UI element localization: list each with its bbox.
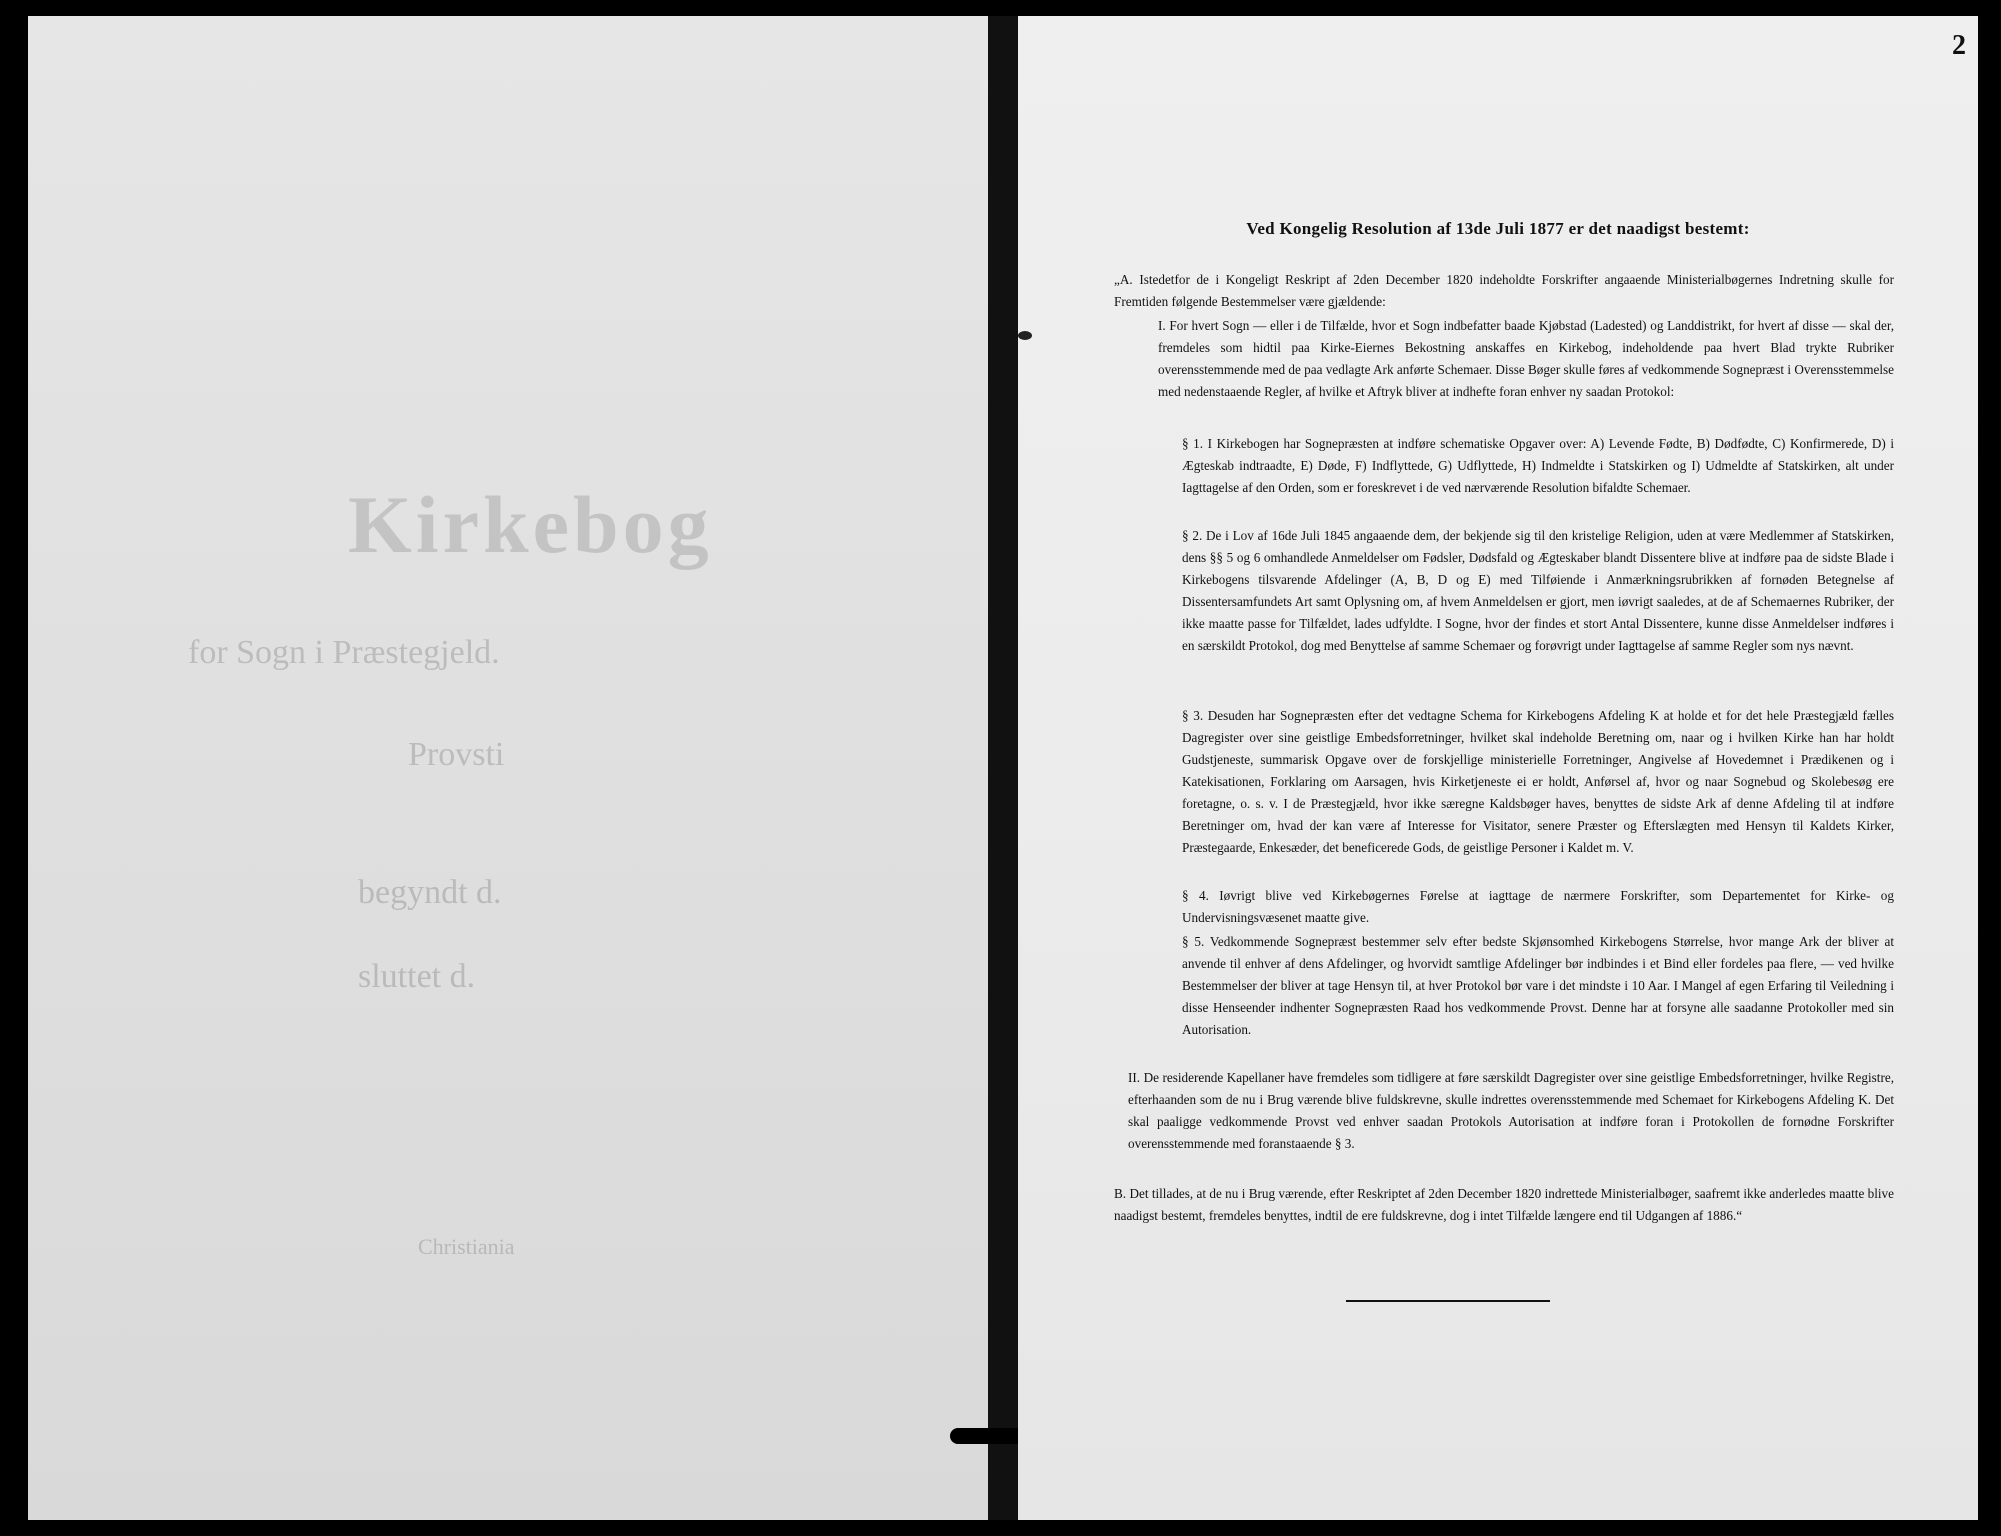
section-2 — [1182, 525, 1894, 657]
paragraph-text: De i Lov af 16de Juli 1845 angaaende dem, der bekjende sig til den kristelige Religion, uden at være Medlemmer af Statskirken, dens §§ 5 og 6 omhandlede Anmeldelser om Fødsler, Dødsfald og Ægteskaber blandt Dissentere blive at indføre paa de sidste Blade i Kirkebogens tilsvarende Afdelinger (A, B, D og E) med Tilføiende i Anmærkningsrubrikken af fornøden Betegnelse af Dissentersamfundets Art samt Oplysning om, af hvem Anmeldelsen er gjort, men iøvrigt saaledes, at de af Schemaernes Rubriker, der ikke maatte passe for Tilfældet, lades udfyldte. I Sogne, hvor der findes et stort Antal Dissentere, kunne disse Anmeldelser indføres i en særskildt Protokol, dog med Benyttelse af samme Schemaer og forøvrigt under Iagttagelse af samme Regler som nys nævnt. — [1182, 528, 1894, 653]
paragraph-label: „A. — [1114, 272, 1133, 287]
section-3 — [1182, 705, 1894, 859]
right-page — [1018, 16, 1978, 1520]
paragraph-label: § 2. — [1182, 528, 1203, 543]
left-page-printer-line: Christiania — [418, 1234, 515, 1259]
book-binding — [988, 16, 1018, 1520]
paragraph-text: Det tillades, at de nu i Brug værende, efter Reskriptet af 2den December 1820 indrettede Ministerialbøger, saafremt ikke anderledes maatte blive naadigst bestemt, fremdeles benyttes, indtil de ere fuldskrevne, dog i intet Tilfælde længere end til Udgangen af 1886.“ — [1114, 1186, 1895, 1223]
ink-blot — [1018, 331, 1032, 340]
paragraph-i — [1158, 315, 1894, 403]
page-number: 2 — [1952, 30, 1966, 61]
paragraph-text: Vedkommende Sognepræst bestemmer selv efter bedste Skjønsomhed Kirkebogens Størrelse, hvor mange Ark der bliver at anvende til enhver af dens Afdelinger, og hvorvidt samtlige Afdelinger bør indbindes i et Bind eller fordeles paa flere, — ved hvilke Bestemmelser der bliver at tage Hensyn til, at hver Protokol bør vare i det mindste i 10 Aar. I Mangel af egen Erfaring til Veiledning i disse Henseender indhenter Sognepræsten Raad hos vedkommende Provst. Denne har at forsyne alle saadanne Protokoller med sin Autorisation. — [1182, 934, 1894, 1037]
left-page-deanery-line: Provsti — [408, 736, 505, 773]
left-page-ended-line: sluttet d. — [358, 958, 476, 995]
section-4 — [1182, 885, 1894, 929]
left-page — [28, 16, 988, 1520]
left-page-parish-line: for Sogn i Præstegjeld. — [188, 634, 500, 671]
paragraph-text: For hvert Sogn — eller i de Tilfælde, hvor et Sogn indbefatter baade Kjøbstad (Ladested) og Landdistrikt, for hvert af disse — skal der, fremdeles som hidtil paa Kirke-Eiernes Bekostning anskaffes en Kirkebog, indeholdende paa hvert Blad trykte Rubriker overensstemmende med de paa vedlagte Ark anførte Schemaer. Disse Bøger skulle føres af vedkommende Sognepræst i Overensstemmelse med nedenstaaende Regler, af hvilke et Aftryk bliver at indhefte foran enhver ny saadan Protokol: — [1158, 318, 1895, 399]
section-1 — [1182, 433, 1894, 499]
paragraph-label: § 5. — [1182, 934, 1205, 949]
paragraph-a — [1114, 269, 1894, 313]
paragraph-text: Desuden har Sognepræsten efter det vedtagne Schema for Kirkebogens Afdeling K at holde et for det hele Præstegjæld fælles Dagregister over sine geistlige Embedsforretninger, hvilket skal indeholde Beretning om, naar og i hvilken Kirke han har holdt Gudstjeneste, summarisk Opgave over de forskjellige ministerielle Forretninger, Angivelse af Hovedemnet i Prædikenen og i Katekisationen, Forklaring om Aarsagen, hvis Kirketjeneste ei er holdt, Anførsel af, hvor og naar Sognebud og Skolebesøg ere foretagne, o. s. v. I de Præstegjæld, hvor ikke særegne Kaldsbøger haves, benyttes de sidste Ark af denne Afdeling til at indføre Beretninger om, hvad der kan være af Interesse for Visitator, senere Præster og Efterslægten med Hensyn til Kaldets Kirker, Præstegaarde, Enkesæder, det beneficerede Gods, de geistlige Personer i Kaldet m. V. — [1182, 708, 1894, 855]
paragraph-label: § 3. — [1182, 708, 1204, 723]
paragraph-label: § 1. — [1182, 436, 1204, 451]
paragraph-label: II. — [1128, 1070, 1141, 1085]
paragraph-ii — [1128, 1067, 1894, 1155]
document-heading: Ved Kongelig Resolution af 13de Juli 1877 er det naadigst bestemt: — [1246, 219, 1750, 238]
paragraph-text: Istedetfor de i Kongeligt Reskript af 2den December 1820 indeholdte Forskrifter angaaende Ministerialbøgernes Indretning skulle for Fremtiden følgende Bestemmelser være gjældende: — [1114, 272, 1895, 309]
left-page-begun-line: begyndt d. — [358, 874, 502, 911]
paragraph-b — [1114, 1183, 1894, 1227]
section-5 — [1182, 931, 1894, 1041]
paragraph-label: I. — [1158, 318, 1166, 333]
paragraph-text: Iøvrigt blive ved Kirkebøgernes Førelse at iagttage de nærmere Forskrifter, som Departementet for Kirke- og Undervisningsvæsenet maatte give. — [1182, 888, 1894, 925]
closing-rule — [1346, 1300, 1550, 1302]
left-page-title: Kirkebog — [348, 479, 713, 570]
paragraph-label: B. — [1114, 1186, 1127, 1201]
paragraph-text: De residerende Kapellaner have fremdeles som tidligere at føre særskildt Dagregister over sine geistlige Embedsforretninger, hvilke Registre, efterhaanden som de nu i Brug værende blive fuldskrevne, skulle indrettes overensstemmende med Schemaet for Kirkebogens Afdeling K. Det skal paaligge vedkommende Provst ved enhver saadan Protokols Autorisation at indføre foran i Protokollen de fornødne Forskrifter overensstemmende med foranstaaende § 3. — [1128, 1070, 1894, 1151]
paragraph-label: § 4. — [1182, 888, 1209, 903]
paragraph-text: I Kirkebogen har Sognepræsten at indføre schematiske Opgaver over: A) Levende Fødte, B) Dødfødte, C) Konfirmerede, D) i Ægteskab indtraadte, E) Døde, F) Indflyttede, G) Udflyttede, H) Indmeldte i Statskirken og I) Udmeldte af Statskirken, alt under Iagttagelse af den Orden, som er foreskrevet i de ved nærværende Resolution bifaldte Schemaer. — [1182, 436, 1894, 495]
